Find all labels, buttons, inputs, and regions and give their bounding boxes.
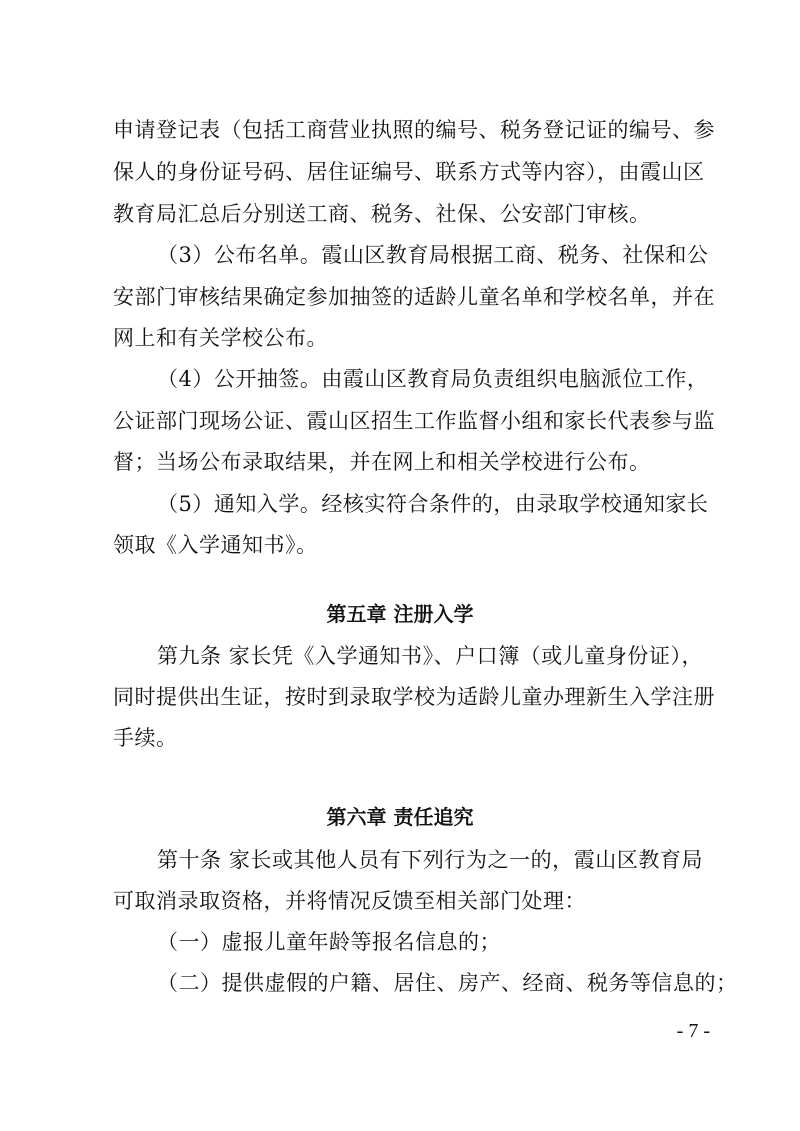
body-text-line: 教育局汇总后分别送工商、税务、社保、公安部门审核。 bbox=[113, 202, 651, 226]
body-text-line: （4）公开抽签。由霞山区教育局负责组织电脑派位工作， bbox=[157, 367, 709, 391]
article-text-line: 同时提供出生证，按时到录取学校为适龄儿童办理新生入学注册 bbox=[113, 685, 715, 709]
body-text-line: 公证部门现场公证、霞山区招生工作监督小组和家长代表参与监 bbox=[113, 409, 715, 433]
body-text-line: 网上和有关学校公布。 bbox=[113, 326, 328, 350]
body-text-line: 督；当场公布录取结果，并在网上和相关学校进行公布。 bbox=[113, 450, 651, 474]
list-item: （一）虚报儿童年龄等报名信息的； bbox=[157, 930, 501, 954]
page-number: - 7 - bbox=[676, 1020, 710, 1042]
body-text-line: 申请登记表（包括工商营业执照的编号、税务登记证的编号、参 bbox=[113, 118, 715, 142]
article-text-line: 第十条 家长或其他人员有下列行为之一的，霞山区教育局 bbox=[157, 848, 703, 872]
body-text-line: 安部门审核结果确定参加抽签的适龄儿童名单和学校名单，并在 bbox=[113, 285, 715, 309]
body-text-line: 领取《入学通知书》。 bbox=[113, 533, 318, 557]
chapter-heading: 第六章 责任追究 bbox=[326, 805, 474, 829]
list-item: （二）提供虚假的户籍、居住、房产、经商、税务等信息的； bbox=[157, 971, 738, 995]
body-text-line: （5）通知入学。经核实符合条件的，由录取学校通知家长 bbox=[157, 492, 709, 516]
article-text-line: 第九条 家长凭《入学通知书》、户口簿（或儿童身份证）， bbox=[157, 644, 703, 668]
body-text-line: 保人的身份证号码、居住证编号、联系方式等内容），由霞山区 bbox=[113, 160, 705, 184]
article-text-line: 可取消录取资格，并将情况反馈至相关部门处理： bbox=[113, 889, 586, 913]
chapter-heading: 第五章 注册入学 bbox=[326, 602, 474, 626]
article-text-line: 手续。 bbox=[113, 726, 178, 750]
body-text-line: （3）公布名单。霞山区教育局根据工商、税务、社保和公 bbox=[157, 243, 709, 267]
